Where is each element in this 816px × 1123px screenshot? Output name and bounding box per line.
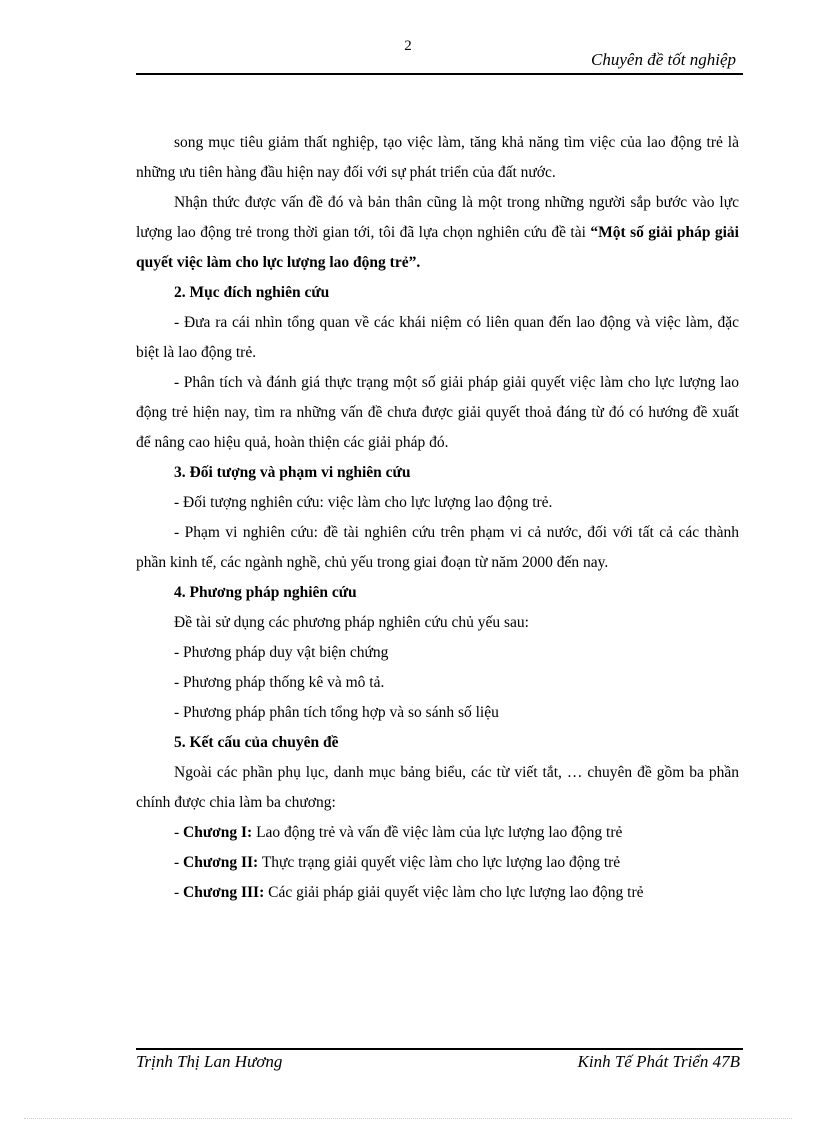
chapter-label: Chương III: <box>183 884 265 901</box>
footer-class: Kinh Tế Phát Triển 47B <box>577 1052 740 1071</box>
chapter-item <box>136 878 739 908</box>
paragraph-topic-text: Nhận thức được vấn đề đó và bản thân cũng là một trong những người sắp bước vào lực lượng lao động trẻ trong thời gian tới, tôi đã lựa chọn nghiên cứu đề tài <box>136 194 739 241</box>
paragraph-intro-continued: song mục tiêu giảm thất nghiệp, tạo việc làm, tăng khả năng tìm việc của lao động trẻ là những ưu tiên hàng đầu hiện nay đối với sự phát triển của đất nước. <box>136 134 739 181</box>
footer-author: Trịnh Thị Lan Hương <box>136 1052 283 1071</box>
chapter-dash: - <box>174 854 184 871</box>
section-heading-scope: 3. Đối tượng và phạm vi nghiên cứu <box>174 464 411 481</box>
document-body <box>136 128 739 908</box>
structure-intro: Ngoài các phần phụ lục, danh mục bảng biểu, các từ viết tắt, … chuyên đề gồm ba phần chính được chia làm ba chương: <box>136 764 739 811</box>
scope-item: - Phạm vi nghiên cứu: đề tài nghiên cứu trên phạm vi cả nước, đối với tất cả các thành phần kinh tế, các ngành nghề, chủ yếu trong giai đoạn từ năm 2000 đến nay. <box>136 524 739 571</box>
chapter-item <box>136 818 739 848</box>
section-heading-purpose: 2. Mục đích nghiên cứu <box>174 284 330 301</box>
method-item: - Phương pháp thống kê và mô tả. <box>174 674 385 691</box>
page-number: 2 <box>404 38 412 54</box>
chapter-dash: - <box>174 824 184 841</box>
method-item: - Phương pháp duy vật biện chứng <box>174 644 389 661</box>
header-title: Chuyên đề tốt nghiệp <box>591 50 736 69</box>
purpose-item: - Phân tích và đánh giá thực trạng một số giải pháp giải quyết việc làm cho lực lượng lao động trẻ hiện nay, tìm ra những vấn đề chưa được giải quyết thoả đáng từ đó có hướng đề xuất để nâng cao hiệu quả, hoàn thiện các giải pháp đó. <box>136 374 739 451</box>
chapter-text: Lao động trẻ và vấn đề việc làm của lực lượng lao động trẻ <box>252 824 623 841</box>
chapter-item <box>136 848 739 878</box>
method-item: - Phương pháp phân tích tổng hợp và so sánh số liệu <box>174 704 499 721</box>
section-heading-structure: 5. Kết cấu của chuyên đề <box>174 734 339 751</box>
purpose-item: - Đưa ra cái nhìn tổng quan về các khái niệm có liên quan đến lao động và việc làm, đặc biệt là lao động trẻ. <box>136 314 739 361</box>
chapter-dash: - <box>174 884 184 901</box>
page-edge-line <box>24 1118 792 1119</box>
methods-intro: Đề tài sử dụng các phương pháp nghiên cứu chủ yếu sau: <box>174 614 529 631</box>
paragraph-topic-choice <box>136 188 739 278</box>
topic-title: “Một số giải pháp giải quyết việc làm cho lực lượng lao động trẻ”. <box>136 224 739 271</box>
chapter-text: Thực trạng giải quyết việc làm cho lực lượng lao động trẻ <box>258 854 621 871</box>
footer-divider <box>136 1048 743 1050</box>
header-divider <box>136 73 743 75</box>
section-heading-methods: 4. Phương pháp nghiên cứu <box>174 584 357 601</box>
chapter-text: Các giải pháp giải quyết việc làm cho lực lượng lao động trẻ <box>264 884 644 901</box>
scope-item: - Đối tượng nghiên cứu: việc làm cho lực lượng lao động trẻ. <box>174 494 553 511</box>
chapter-label: Chương I: <box>183 824 253 841</box>
chapter-label: Chương II: <box>183 854 259 871</box>
